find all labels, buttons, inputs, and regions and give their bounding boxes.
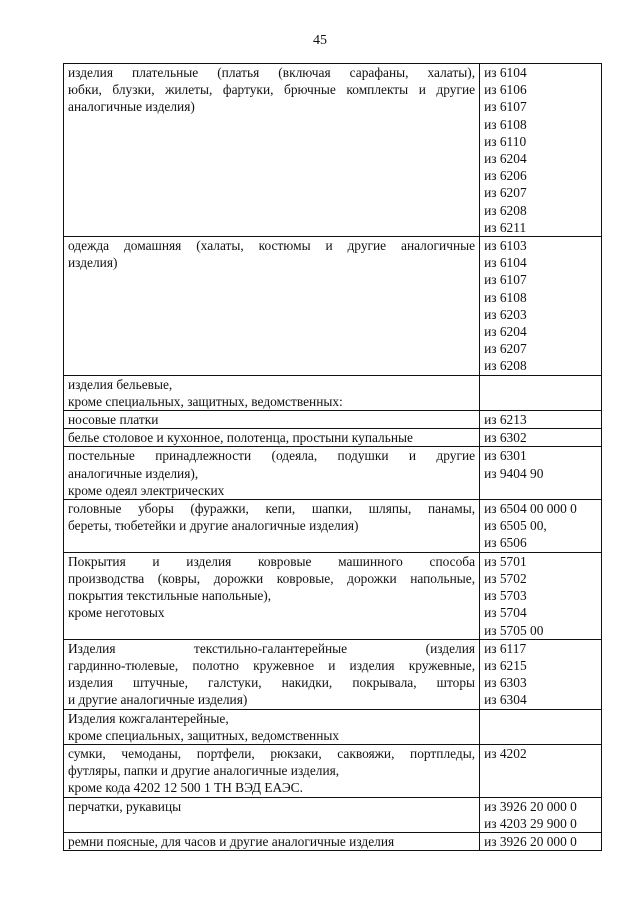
tn-ved-codes-cell [480, 709, 602, 744]
tn-ved-code: из 6303 [484, 675, 527, 691]
tn-ved-code: из 5705 00 [484, 622, 544, 638]
goods-table [63, 63, 602, 851]
product-description-cell [64, 375, 480, 410]
product-description-cell [64, 237, 480, 376]
tn-ved-code: из 6301 [484, 448, 527, 464]
tn-ved-codes-cell [480, 832, 602, 850]
tn-ved-codes-cell [480, 429, 602, 447]
tn-ved-code: из 6505 00, [484, 518, 547, 534]
table-row [64, 797, 602, 832]
description-line: кроме одеял электрических [68, 482, 225, 498]
description-line: аналогичные изделия), [68, 465, 199, 481]
table-row [64, 744, 602, 797]
product-description-cell [64, 709, 480, 744]
description-line: постельные принадлежности (одеяла, подушки и другие [68, 448, 476, 464]
tn-ved-code: из 3926 20 000 0 [484, 798, 577, 814]
product-description-cell [64, 411, 480, 429]
product-description-cell [64, 500, 480, 553]
description-line: кроме кода 4202 12 500 1 ТН ВЭД ЕАЭС. [68, 780, 303, 796]
page-number: 45 [313, 33, 327, 48]
tn-ved-code: из 6208 [484, 358, 527, 374]
table-row [64, 64, 602, 237]
table-row [64, 375, 602, 410]
product-description-cell [64, 797, 480, 832]
tn-ved-code: из 6213 [484, 412, 527, 428]
tn-ved-code: из 6206 [484, 168, 527, 184]
description-line: футляры, папки и другие аналогичные изделия, [68, 763, 340, 779]
description-line: перчатки, рукавицы [68, 798, 182, 814]
tn-ved-code: из 6108 [484, 289, 527, 305]
description-line: изделия плательные (платья (включая сарафаны, халаты), [68, 65, 476, 80]
tn-ved-code: из 4203 29 900 0 [484, 815, 577, 831]
tn-ved-code: из 5703 [484, 588, 527, 604]
description-line: Изделия текстильно-галантерейные (изделия [68, 640, 476, 656]
description-line: кроме специальных, защитных, ведомственных [68, 727, 340, 743]
table-row [64, 639, 602, 709]
tn-ved-codes-cell [480, 552, 602, 639]
tn-ved-code: из 6215 [484, 657, 527, 673]
description-line: изделия бельевые, [68, 376, 173, 392]
description-line: производства (ковры, дорожки ковровые, дорожки напольные, [68, 570, 476, 586]
tn-ved-codes-cell [480, 64, 602, 237]
tn-ved-code: из 5704 [484, 605, 527, 621]
product-description-cell [64, 744, 480, 797]
tn-ved-code: из 6207 [484, 185, 527, 201]
tn-ved-code: из 6211 [484, 219, 527, 235]
description-line: кроме специальных, защитных, ведомственных: [68, 393, 343, 409]
tn-ved-code: из 6204 [484, 324, 527, 340]
tn-ved-codes-cell [480, 500, 602, 553]
tn-ved-codes-cell [480, 375, 602, 410]
description-line: носовые платки [68, 412, 159, 428]
table-row [64, 411, 602, 429]
tn-ved-code: из 9404 90 [484, 465, 544, 481]
tn-ved-code: из 6117 [484, 640, 527, 656]
tn-ved-code: из 6204 [484, 151, 527, 167]
table-row [64, 429, 602, 447]
product-description-cell [64, 447, 480, 500]
description-line: покрытия текстильные напольные), [68, 588, 272, 604]
description-line: сумки, чемоданы, портфели, рюкзаки, саквояжи, портпледы, [68, 745, 476, 761]
tn-ved-codes-cell [480, 447, 602, 500]
table-row [64, 832, 602, 850]
product-description-cell [64, 64, 480, 237]
description-line: и другие аналогичные изделия) [68, 692, 248, 708]
tn-ved-codes-cell [480, 237, 602, 376]
tn-ved-code: из 6302 [484, 430, 527, 446]
product-description-cell [64, 832, 480, 850]
table-row [64, 500, 602, 553]
description-line: юбки, блузки, жилеты, фартуки, брючные комплекты и другие [68, 82, 476, 98]
description-line: Покрытия и изделия ковровые машинного способа [68, 553, 476, 569]
tn-ved-code: из 6107 [484, 272, 527, 288]
tn-ved-code: из 6103 [484, 238, 527, 254]
tn-ved-code: из 6506 [484, 535, 527, 551]
description-line: изделия) [68, 255, 118, 271]
description-line: аналогичные изделия) [68, 99, 195, 115]
product-description-cell [64, 429, 480, 447]
description-line: изделия штучные, галстуки, накидки, покрывала, шторы [68, 675, 476, 691]
goods-table-body [64, 64, 602, 851]
table-row [64, 709, 602, 744]
tn-ved-code: из 6208 [484, 202, 527, 218]
description-line: Изделия кожгалантерейные, [68, 710, 229, 726]
table-row [64, 237, 602, 376]
table-row [64, 552, 602, 639]
tn-ved-codes-cell [480, 639, 602, 709]
description-line: береты, тюбетейки и другие аналогичные изделия) [68, 518, 359, 534]
tn-ved-code: из 6207 [484, 341, 527, 357]
description-line: одежда домашняя (халаты, костюмы и другие аналогичные [68, 238, 476, 254]
tn-ved-code: из 6110 [484, 133, 527, 149]
tn-ved-code: из 4202 [484, 745, 527, 761]
tn-ved-code: из 3926 20 000 0 [484, 833, 577, 849]
tn-ved-code: из 6106 [484, 82, 527, 98]
tn-ved-code: из 6104 [484, 65, 527, 80]
table-row [64, 447, 602, 500]
product-description-cell [64, 552, 480, 639]
tn-ved-code: из 6304 [484, 692, 527, 708]
description-line: кроме неготовых [68, 605, 165, 621]
product-description-cell [64, 639, 480, 709]
tn-ved-code: из 5701 [484, 553, 527, 569]
tn-ved-code: из 6107 [484, 99, 527, 115]
tn-ved-code: из 6108 [484, 116, 527, 132]
tn-ved-codes-cell [480, 411, 602, 429]
description-line: белье столовое и кухонное, полотенца, простыни купальные [68, 430, 413, 446]
tn-ved-codes-cell [480, 797, 602, 832]
description-line: ремни поясные, для часов и другие аналогичные изделия [68, 833, 395, 849]
tn-ved-code: из 6104 [484, 255, 527, 271]
tn-ved-code: из 5702 [484, 570, 527, 586]
tn-ved-code: из 6203 [484, 306, 527, 322]
description-line: головные уборы (фуражки, кепи, шапки, шляпы, панамы, [68, 501, 476, 517]
tn-ved-codes-cell [480, 744, 602, 797]
tn-ved-code: из 6504 00 000 0 [484, 501, 577, 517]
description-line: гардинно-тюлевые, полотно кружевное и изделия кружевные, [68, 657, 476, 673]
